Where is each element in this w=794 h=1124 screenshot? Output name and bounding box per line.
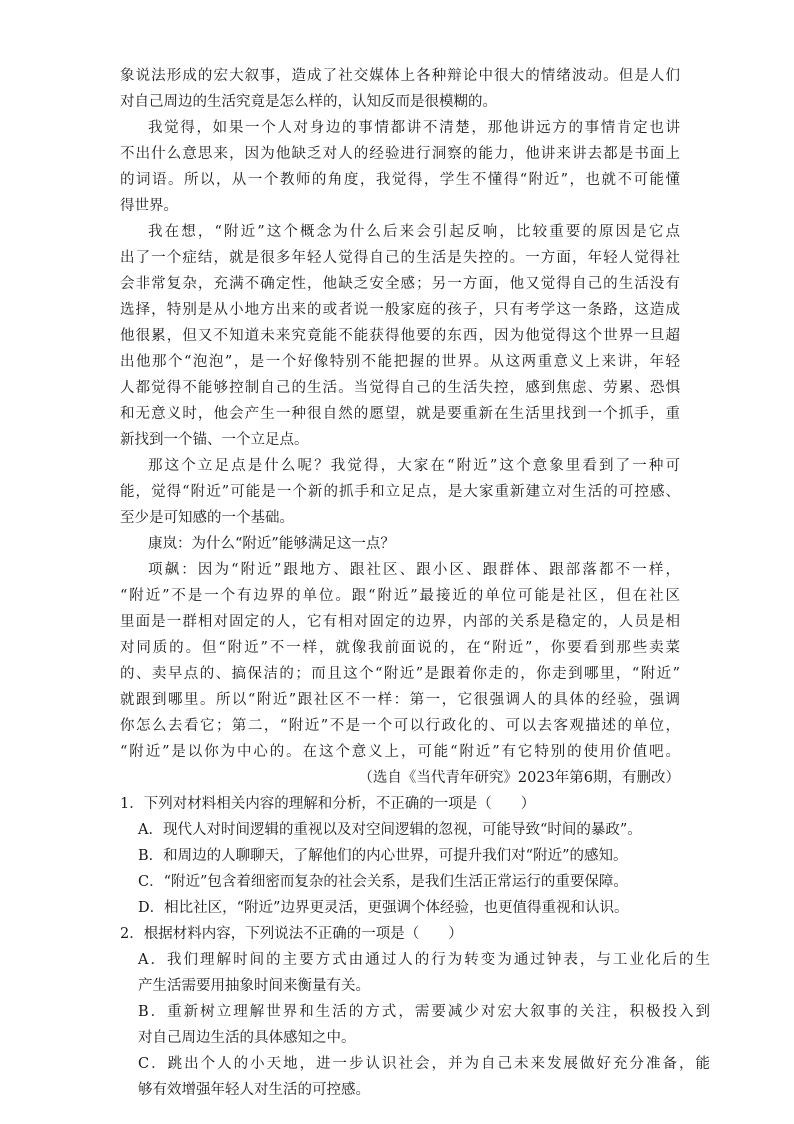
question-2-option-b[interactable]: B．重新树立理解世界和生活的方式，需要减少对宏大叙事的关注，积极投入到 bbox=[138, 1004, 710, 1020]
passage-line: 出他那个“泡泡”，是一个好像特别不能把握的世界。从这两重意义上来讲，年轻 bbox=[120, 354, 680, 370]
question-2-option-a-cont[interactable]: 产生活需要用抽象时间来衡量有关。 bbox=[138, 978, 370, 994]
question-1-option-d[interactable]: D．相比社区，“附近”边界更灵活，更强调个体经验，也更值得重视和认识。 bbox=[138, 900, 629, 916]
passage-line: 选择，特别是从小地方出来的或者说一般家庭的孩子，只有考学这一条路，这造成 bbox=[120, 302, 680, 318]
passage-line: 你怎么去看它；第二，“附近”不是一个可以行政化的、可以去客观描述的单位， bbox=[120, 718, 680, 734]
question-2-option-c[interactable]: C．跳出个人的小天地，进一步认识社会，并为自己未来发展做好充分准备，能 bbox=[138, 1056, 710, 1072]
question-1-option-b[interactable]: B．和周边的人聊聊天，了解他们的内心世界，可提升我们对“附近”的感知。 bbox=[138, 848, 628, 864]
question-1-option-a[interactable]: A．现代人对时间逻辑的重视以及对空间逻辑的忽视，可能导致“时间的暴政”。 bbox=[138, 822, 642, 838]
passage-line: 象说法形成的宏大叙事，造成了社交媒体上各种辩论中很大的情绪波动。但是人们 bbox=[120, 68, 680, 84]
passage-line: “附近”不是一个有边界的单位。跟“附近”最接近的单位可能是社区，但在社区 bbox=[120, 588, 680, 604]
passage-line: 那这个立足点是什么呢？我觉得，大家在“附近”这个意象里看到了一种可 bbox=[148, 458, 680, 474]
source-citation: （选自《当代青年研究》2023年第6期，有删改） bbox=[358, 770, 680, 786]
interview-question-line: 康岚：为什么“附近”能够满足这一点？ bbox=[148, 536, 395, 552]
passage-line: 出了一个症结，就是很多年轻人觉得自己的生活是失控的。一方面，年轻人觉得社 bbox=[120, 250, 680, 266]
passage-line: 的词语。所以，从一个教师的角度，我觉得，学生不懂得“附近”，也就不可能懂 bbox=[120, 172, 680, 188]
passage-line: 对同质的。但“附近”不一样，就像我前面说的，在“附近”，你要看到那些卖菜 bbox=[120, 640, 680, 656]
question-1-stem: 1．下列对材料相关内容的理解和分析，不正确的一项是（ ） bbox=[120, 796, 536, 812]
passage-line: 会非常复杂，充满不确定性，他缺乏安全感；另一方面，他又觉得自己的生活没有 bbox=[120, 276, 680, 292]
question-2-option-a[interactable]: A．我们理解时间的主要方式由通过人的行为转变为通过钟表，与工业化后的生 bbox=[138, 952, 710, 968]
question-2-option-b-cont[interactable]: 对自己周边生活的具体感知之中。 bbox=[138, 1030, 356, 1046]
passage-line: “附近”是以你为中心的。在这个意义上，可能“附近”有它特别的使用价值吧。 bbox=[120, 744, 680, 760]
passage-line: 和无意义时，他会产生一种很自然的愿望，就是要重新在生活里找到一个抓手，重 bbox=[120, 406, 680, 422]
passage-line: 新找到一个锚、一个立足点。 bbox=[120, 432, 309, 448]
passage-line: 我觉得，如果一个人对身边的事情都讲不清楚，那他讲远方的事情肯定也讲 bbox=[148, 120, 680, 136]
question-2-option-c-cont[interactable]: 够有效增强年轻人对生活的可控感。 bbox=[138, 1082, 370, 1098]
passage-line: 不出什么意思来，因为他缺乏对人的经验进行洞察的能力，他讲来讲去都是书面上 bbox=[120, 146, 680, 162]
passage-line: 就跟到哪里。所以“附近”跟社区不一样：第一，它很强调人的具体的经验，强调 bbox=[120, 692, 680, 708]
passage-line: 的、卖早点的、搞保洁的；而且这个“附近”是跟着你走的，你走到哪里，“附近” bbox=[120, 666, 680, 682]
passage-line: 他很累，但又不知道未来究竟能不能获得他要的东西，因为他觉得这个世界一旦超 bbox=[120, 328, 680, 344]
passage-line: 至少是可知感的一个基础。 bbox=[120, 510, 294, 526]
passage-line: 得世界。 bbox=[120, 198, 178, 214]
passage-line: 对自己周边的生活究竟是怎么样的，认知反而是很模糊的。 bbox=[120, 94, 497, 110]
passage-line: 人都觉得不能够控制自己的生活。当觉得自己的生活失控，感到焦虑、劳累、恐惧 bbox=[120, 380, 680, 396]
question-2-stem: 2．根据材料内容，下列说法不正确的一项是（ ） bbox=[120, 926, 463, 942]
passage-line: 里面是一群相对固定的人，它有相对固定的边界，内部的关系是稳定的，人员是相 bbox=[120, 614, 680, 630]
passage-line: 我在想，“附近”这个概念为什么后来会引起反响，比较重要的原因是它点 bbox=[148, 224, 680, 240]
interview-answer-line: 项飙：因为“附近”跟地方、跟社区、跟小区、跟群体、跟部落都不一样， bbox=[148, 562, 680, 578]
question-1-option-c[interactable]: C．“附近”包含着细密而复杂的社会关系，是我们生活正常运行的重要保障。 bbox=[138, 874, 628, 890]
passage-line: 能，觉得“附近”可能是一个新的抓手和立足点，是大家重新建立对生活的可控感、 bbox=[120, 484, 680, 500]
